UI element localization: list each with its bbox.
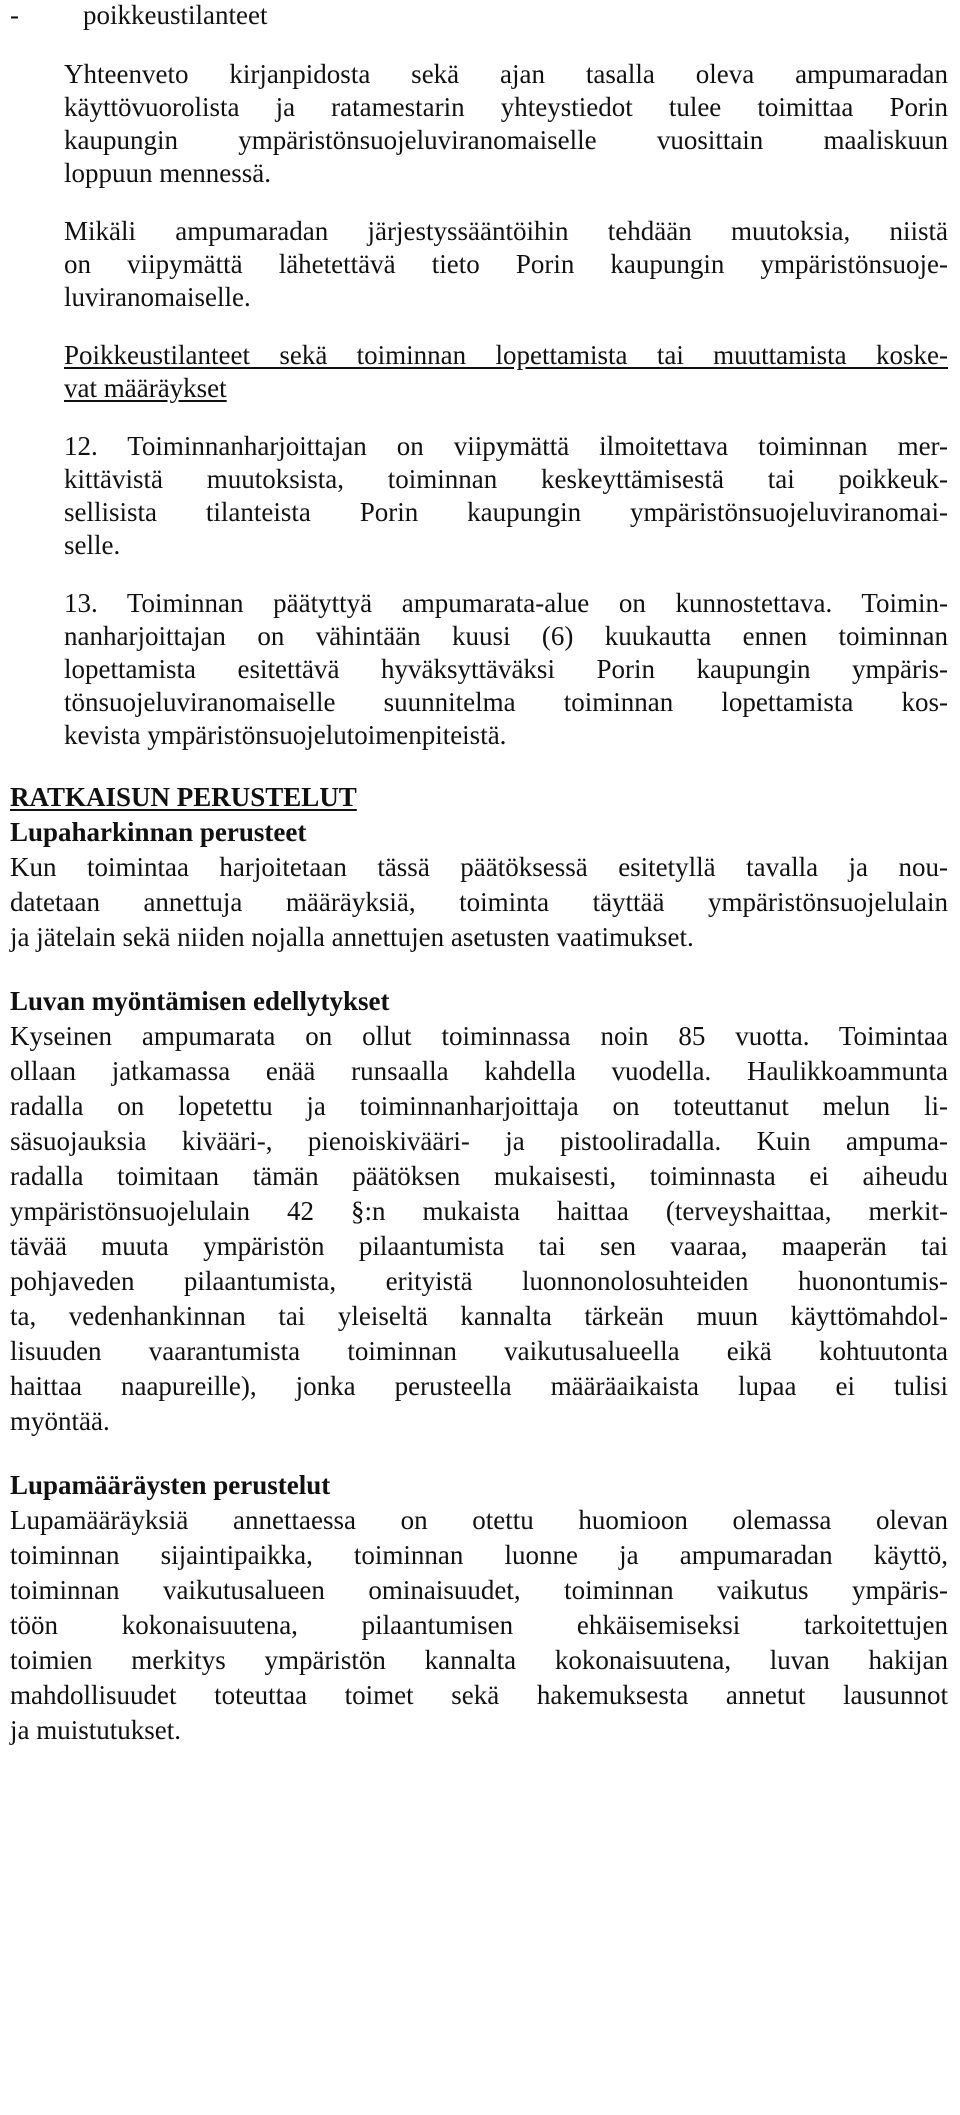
paragraph-luvan-line: pohjaveden pilaantumista, erityistä luonnonolosuhteiden huonontumis- (10, 1266, 948, 1296)
paragraph-luvan-line: radalla on lopetettu ja toiminnanharjoittaja on toteuttanut melun li- (10, 1091, 948, 1121)
paragraph-lupamaaraysten-line: Lupamääräyksiä annettaessa on otettu huomioon olemassa olevan (10, 1505, 948, 1535)
paragraph-lupaharkinta-line: Kun toimintaa harjoitetaan tässä päätöksessä esitetyllä tavalla ja nou- (10, 852, 948, 882)
heading-luvan-myontamisen: Luvan myöntämisen edellytykset (10, 986, 390, 1016)
paragraph-summary-line: loppuun mennessä. (64, 158, 271, 188)
item-13-line: kevista ympäristönsuojelutoimenpiteistä. (64, 720, 507, 750)
item-13-line: lopettamista esitettävä hyväksyttäväksi Porin kaupungin ympäris- (64, 654, 948, 684)
paragraph-luvan-line: radalla toimitaan tämän päätöksen mukaisesti, toiminnasta ei aiheudu (10, 1161, 948, 1191)
paragraph-summary-line: kaupungin ympäristönsuojeluviranomaiselle vuosittain maaliskuun (64, 125, 948, 155)
list-dash: - (10, 0, 19, 30)
paragraph-luvan-line: ympäristönsuojelulain 42 §:n mukaista haittaa (terveyshaittaa, merkit- (10, 1196, 948, 1226)
paragraph-lupamaaraysten-line: toiminnan vaikutusalueen ominaisuudet, toiminnan vaikutus ympäris- (10, 1575, 948, 1605)
paragraph-luvan-line: lisuuden vaarantumista toiminnan vaikutusalueella eikä kohtuutonta (10, 1336, 948, 1366)
paragraph-luvan-line: ollaan jatkamassa enää runsaalla kahdella vuodella. Haulikkoammunta (10, 1056, 948, 1086)
heading-lupaharkinnan-perusteet: Lupaharkinnan perusteet (10, 817, 307, 847)
paragraph-lupamaaraysten-line: töön kokonaisuutena, pilaantumisen ehkäisemiseksi tarkoitettujen (10, 1610, 948, 1640)
item-12-line: selle. (64, 530, 121, 560)
paragraph-luvan-line: tävää muuta ympäristön pilaantumista tai sen vaaraa, maaperän tai (10, 1231, 948, 1261)
paragraph-changes-line: luviranomaiselle. (64, 282, 251, 312)
item-12-line: 12. Toiminnanharjoittajan on viipymättä ilmoitettava toiminnan mer- (64, 431, 948, 461)
item-12-line: kittävistä muutoksista, toiminnan keskeyttämisestä tai poikkeuk- (64, 464, 948, 494)
item-13-line: tönsuojeluviranomaiselle suunnitelma toiminnan lopettamista kos- (64, 687, 948, 717)
paragraph-lupaharkinta-line: ja jätelain sekä niiden nojalla annettujen asetusten vaatimukset. (10, 922, 694, 952)
paragraph-luvan-line: myöntää. (10, 1406, 110, 1436)
paragraph-luvan-line: Kyseinen ampumarata on ollut toiminnassa noin 85 vuotta. Toimintaa (10, 1021, 948, 1051)
item-13-line: nanharjoittajan on vähintään kuusi (6) kuukautta ennen toiminnan (64, 621, 948, 651)
paragraph-summary-line: Yhteenveto kirjanpidosta sekä ajan tasalla oleva ampumaradan (64, 59, 948, 89)
item-13-line: 13. Toiminnan päätyttyä ampumarata-alue on kunnostettava. Toimin- (64, 588, 948, 618)
list-item-text: poikkeustilanteet (83, 0, 268, 30)
paragraph-changes-line: Mikäli ampumaradan järjestyssääntöihin tehdään muutoksia, niistä (64, 216, 948, 246)
heading-ratkaisun-perustelut: RATKAISUN PERUSTELUT (10, 782, 357, 812)
paragraph-luvan-line: haittaa naapureille), jonka perusteella määräaikaista lupaa ei tulisi (10, 1371, 948, 1401)
paragraph-lupaharkinta-line: datetaan annettuja määräyksiä, toiminta täyttää ympäristönsuojelulain (10, 887, 948, 917)
heading-lupamaaraysten: Lupamääräysten perustelut (10, 1470, 331, 1500)
paragraph-luvan-line: säsuojauksia kivääri-, pienoiskivääri- ja pistooliradalla. Kuin ampuma- (10, 1126, 948, 1156)
paragraph-lupamaaraysten-line: toimien merkitys ympäristön kannalta kokonaisuutena, luvan hakijan (10, 1645, 948, 1675)
paragraph-lupamaaraysten-line: mahdollisuudet toteuttaa toimet sekä hakemuksesta annetut lausunnot (10, 1680, 948, 1710)
paragraph-summary-line: käyttövuorolista ja ratamestarin yhteystiedot tulee toimittaa Porin (64, 92, 948, 122)
section-heading-exceptions: vat määräykset (64, 373, 227, 403)
paragraph-changes-line: on viipymättä lähetettävä tieto Porin kaupungin ympäristönsuoje- (64, 249, 948, 279)
paragraph-lupamaaraysten-line: toiminnan sijaintipaikka, toiminnan luonne ja ampumaradan käyttö, (10, 1540, 948, 1570)
paragraph-luvan-line: ta, vedenhankinnan tai yleiseltä kannalta tärkeän muun käyttömahdol- (10, 1301, 948, 1331)
item-12-line: sellisista tilanteista Porin kaupungin ympäristönsuojeluviranomai- (64, 497, 948, 527)
section-heading-exceptions: Poikkeustilanteet sekä toiminnan lopettamista tai muuttamista koske- (64, 340, 948, 370)
paragraph-lupamaaraysten-line: ja muistutukset. (10, 1715, 181, 1745)
